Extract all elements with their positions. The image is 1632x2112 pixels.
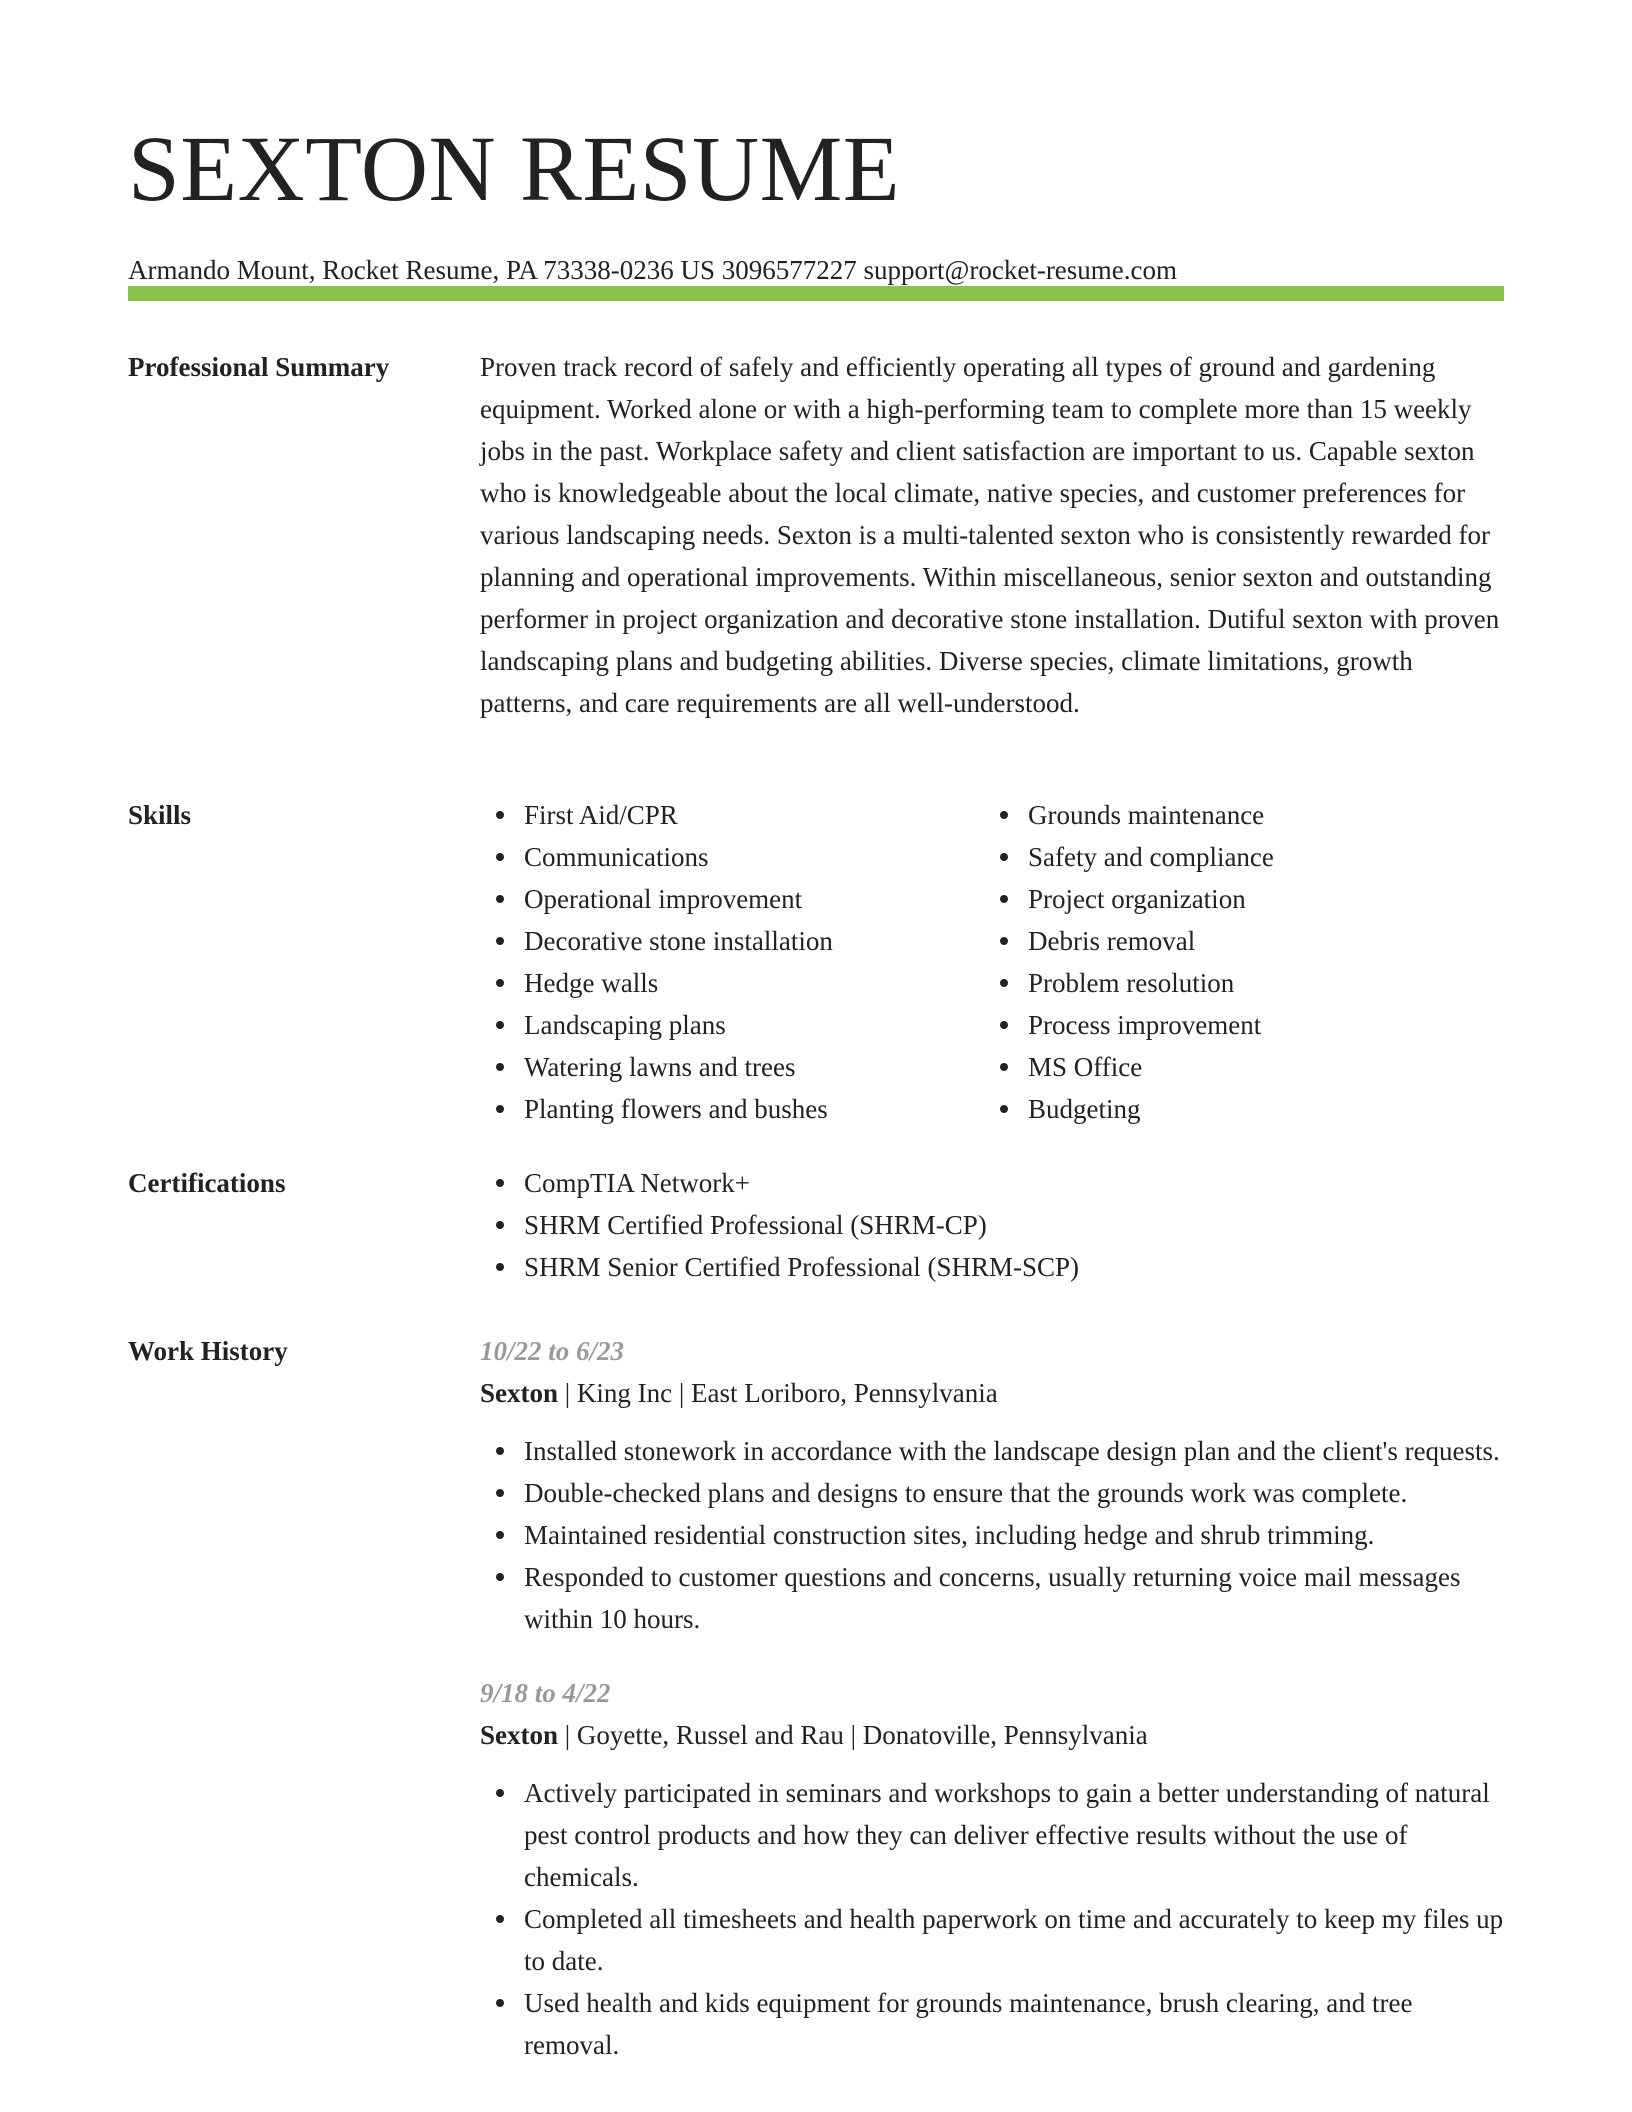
certification-item: SHRM Senior Certified Professional (SHRM-SCP) [480, 1246, 1505, 1288]
job-details: | Goyette, Russel and Rau | Donatoville, Pennsylvania [558, 1720, 1148, 1750]
resume-title: SEXTON RESUME [128, 118, 901, 221]
accent-divider [128, 286, 1504, 301]
skill-item: Budgeting [984, 1088, 1488, 1130]
summary-text: Proven track record of safely and efficiently operating all types of ground and gardening equipment. Worked alone or with a high-performing team to complete more than 15 weekly jobs in the past. Workplace safety and client satisfaction are important to us. Capable sexton who is knowledgeable about the local climate, native species, and customer preferences for various landscaping needs. Sexton is a multi-talented sexton who is consistently rewarded for planning and operational improvements. Within miscellaneous, senior sexton and outstanding performer in project organization and decorative stone installation. Dutiful sexton with proven landscaping plans and budgeting abilities. Diverse species, climate limitations, growth patterns, and care requirements are all well-understood. [480, 352, 1500, 718]
skill-item: Watering lawns and trees [480, 1046, 984, 1088]
skill-item: Project organization [984, 878, 1488, 920]
skill-item: Debris removal [984, 920, 1488, 962]
job-heading [480, 1714, 1505, 1756]
summary-heading: Professional Summary [128, 352, 390, 382]
skill-item: Process improvement [984, 1004, 1488, 1046]
skill-item: Problem resolution [984, 962, 1488, 1004]
skills-list-left [480, 794, 984, 1130]
certification-item: CompTIA Network+ [480, 1162, 1505, 1204]
job-duties [480, 1772, 1505, 2066]
job-duties [480, 1430, 1505, 1640]
job-dates: 9/18 to 4/22 [480, 1678, 611, 1708]
skill-item: Operational improvement [480, 878, 984, 920]
certifications-heading: Certifications [128, 1168, 286, 1198]
skill-item: Planting flowers and bushes [480, 1088, 984, 1130]
skill-item: Safety and compliance [984, 836, 1488, 878]
skill-item: Grounds maintenance [984, 794, 1488, 836]
certifications-content [480, 1162, 1505, 1288]
skill-item: MS Office [984, 1046, 1488, 1088]
duty-item: Double-checked plans and designs to ensure that the grounds work was complete. [480, 1472, 1505, 1514]
duty-item: Actively participated in seminars and workshops to gain a better understanding of natural pest control products and how they can deliver effective results without the use of chemicals. [480, 1772, 1505, 1898]
duty-item: Completed all timesheets and health paperwork on time and accurately to keep my files up to date. [480, 1898, 1505, 1982]
duty-item: Used health and kids equipment for grounds maintenance, brush clearing, and tree removal. [480, 1982, 1505, 2066]
duty-item: Installed stonework in accordance with the landscape design plan and the client's requests. [480, 1430, 1505, 1472]
job-heading [480, 1372, 1505, 1414]
skill-item: Decorative stone installation [480, 920, 984, 962]
skills-list-right [984, 794, 1488, 1130]
job-entry [480, 1330, 1505, 1640]
contact-line: Armando Mount, Rocket Resume, PA 73338-0236 US 3096577227 support@rocket-resume.com [128, 255, 1178, 285]
work-history-heading: Work History [128, 1336, 288, 1366]
skill-item: Communications [480, 836, 984, 878]
resume-header [128, 118, 1504, 288]
summary-content [480, 346, 1505, 724]
job-details: | King Inc | East Loriboro, Pennsylvania [558, 1378, 998, 1408]
duty-item: Responded to customer questions and concerns, usually returning voice mail messages within 10 hours. [480, 1556, 1505, 1640]
job-title: Sexton [480, 1378, 559, 1408]
job-dates: 10/22 to 6/23 [480, 1336, 625, 1366]
skill-item: Landscaping plans [480, 1004, 984, 1046]
duty-item: Maintained residential construction sites, including hedge and shrub trimming. [480, 1514, 1505, 1556]
skill-item: First Aid/CPR [480, 794, 984, 836]
job-title: Sexton [480, 1720, 559, 1750]
work-history-content [480, 1330, 1505, 2066]
skills-heading: Skills [128, 800, 192, 830]
skill-item: Hedge walls [480, 962, 984, 1004]
certifications-list [480, 1162, 1505, 1288]
certification-item: SHRM Certified Professional (SHRM-CP) [480, 1204, 1505, 1246]
job-entry [480, 1672, 1505, 2066]
skills-content [480, 794, 1505, 1130]
